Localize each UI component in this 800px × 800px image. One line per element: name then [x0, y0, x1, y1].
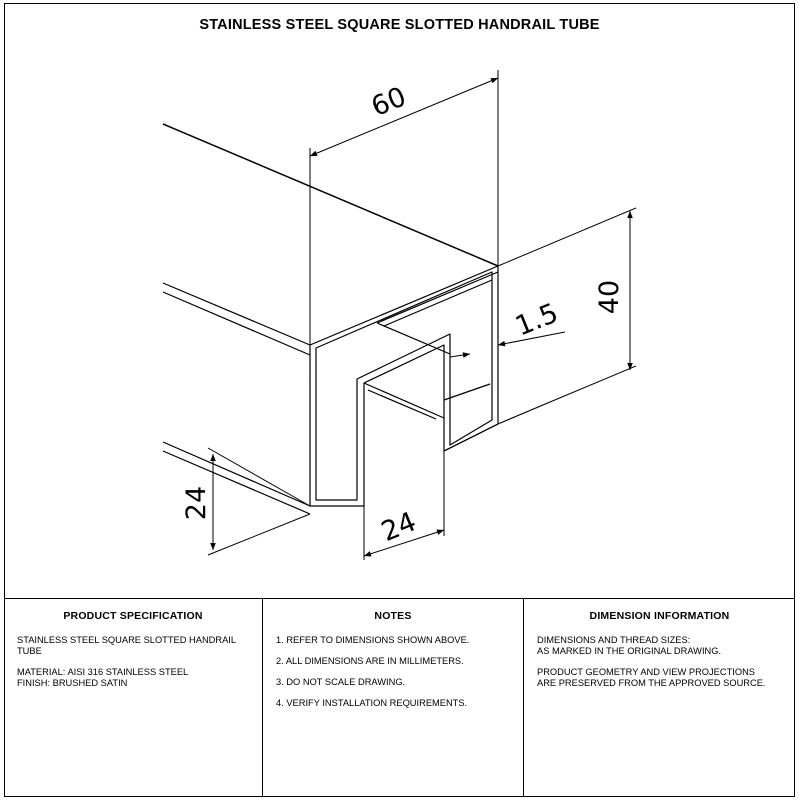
dim-label-24-horizontal: 24 — [377, 506, 421, 548]
product-spec-description: STAINLESS STEEL SQUARE SLOTTED HANDRAIL TUBE — [17, 635, 237, 656]
dim-line-60 — [310, 78, 498, 156]
dim-label-40: 40 — [594, 279, 625, 315]
notes-panel — [262, 598, 524, 797]
ext-40-bottom — [550, 366, 636, 402]
tube-end-inner — [316, 272, 492, 500]
note-item: 4. VERIFY INSTALLATION REQUIREMENTS. — [276, 698, 468, 708]
tube-top-edge — [163, 124, 498, 266]
product-spec-material: MATERIAL: AISI 316 STAINLESS STEEL FINISH: BRUSHED SATIN — [17, 667, 189, 688]
dim-label-60: 60 — [367, 81, 411, 123]
tube-right-edges — [444, 402, 550, 451]
dim-line-wall-left — [450, 354, 470, 357]
note-item: 2. ALL DIMENSIONS ARE IN MILLIMETERS. — [276, 656, 464, 666]
slot-edges — [364, 323, 490, 419]
dimension-info-para2: PRODUCT GEOMETRY AND VIEW PROJECTIONS ARE PRESERVED FROM THE APPROVED SOURCE. — [537, 667, 766, 688]
product-spec-panel — [4, 598, 262, 797]
tube-end-outer — [310, 266, 498, 506]
product-spec-heading: PRODUCT SPECIFICATION — [63, 610, 203, 622]
top-face-detail — [377, 272, 498, 326]
dimension-info-para1: DIMENSIONS AND THREAD SIZES: AS MARKED IN THE ORIGINAL DRAWING. — [537, 635, 722, 656]
dim-label-24-vertical: 24 — [181, 485, 212, 521]
note-item: 3. DO NOT SCALE DRAWING. — [276, 677, 406, 687]
dimension-info-heading: DIMENSION INFORMATION — [589, 610, 730, 622]
drawing-title: STAINLESS STEEL SQUARE SLOTTED HANDRAIL TUBE — [199, 17, 600, 33]
ext-40-top — [498, 208, 636, 266]
dimension-info-panel — [524, 598, 795, 797]
notes-heading: NOTES — [374, 610, 412, 622]
dim-label-1-5: 1.5 — [511, 297, 563, 343]
note-item: 1. REFER TO DIMENSIONS SHOWN ABOVE. — [276, 635, 470, 645]
ext-24-bottom — [208, 514, 310, 555]
tube-side-edges — [163, 283, 310, 514]
